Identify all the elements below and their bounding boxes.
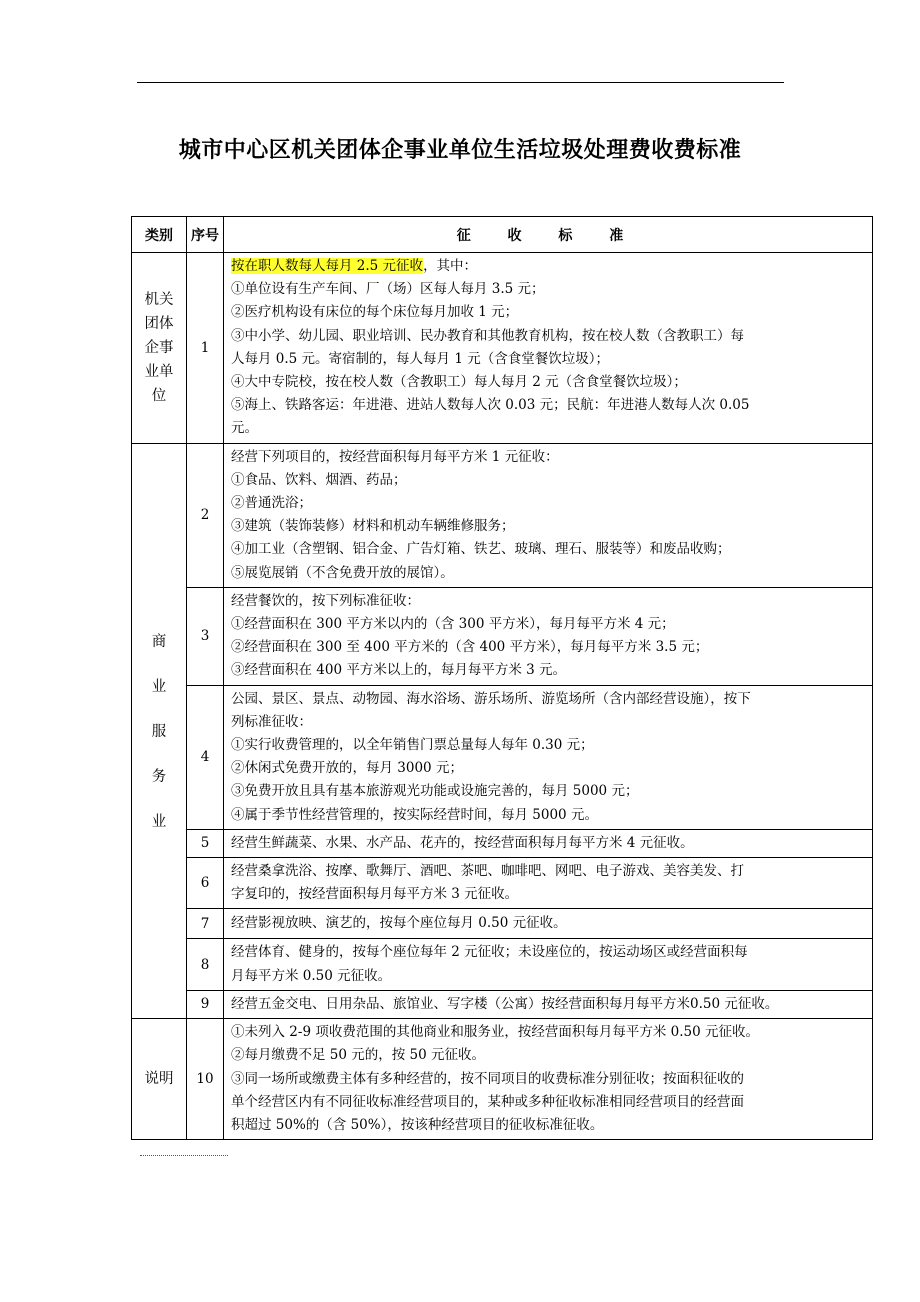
category-business-char: 务 bbox=[151, 769, 167, 786]
standard-text: ，其中： bbox=[423, 258, 478, 274]
standard-line: 人每月 0.5 元。寄宿制的，每人每月 1 元（含食堂餐饮垃圾）； bbox=[231, 350, 609, 367]
table-row bbox=[132, 990, 873, 1018]
header-standard: 征 收 标 准 bbox=[224, 217, 873, 253]
row-index: 10 bbox=[187, 1019, 224, 1140]
standard-line: ①食品、饮料、烟酒、药品； bbox=[231, 471, 407, 488]
row-standard bbox=[224, 990, 873, 1018]
table-row bbox=[132, 909, 873, 939]
header-category: 类别 bbox=[132, 217, 187, 253]
standard-line: ②经营面积在 300 至 400 平方米的（含 400 平方米），每月每平方米 3.5 元； bbox=[231, 639, 709, 656]
table-row bbox=[132, 253, 873, 444]
table-row bbox=[132, 1019, 873, 1140]
standard-line: ③免费开放且具有基本旅游观光功能或设施完善的，每月 5000 元； bbox=[231, 783, 639, 800]
page-title: 城市中心区机关团体企事业单位生活垃圾处理费收费标准 bbox=[178, 138, 742, 163]
category-business-char: 业 bbox=[151, 814, 167, 831]
row-index: 1 bbox=[187, 253, 224, 444]
category-org-line: 业单 bbox=[144, 363, 174, 380]
standard-line: 元。 bbox=[231, 420, 258, 437]
category-org-line: 机关 bbox=[144, 291, 174, 308]
row-standard bbox=[224, 587, 873, 685]
row-standard bbox=[224, 685, 873, 829]
standard-line: ④大中专院校，按在校人数（含教职工）每人每月 2 元（含食堂餐饮垃圾）； bbox=[231, 374, 687, 391]
highlighted-text: 按在职人数每人每月 2.5 元征收 bbox=[231, 258, 424, 274]
standard-line: 经营桑拿洗浴、按摩、歌舞厅、酒吧、茶吧、咖啡吧、网吧、电子游戏、美容美发、打 bbox=[231, 863, 744, 880]
standard-line: ①经营面积在 300 平方米以内的（含 300 平方米），每月每平方米 4 元； bbox=[231, 616, 675, 633]
standard-line: ①单位设有生产车间、厂（场）区每人每月 3.5 元； bbox=[231, 281, 545, 298]
row-index: 6 bbox=[187, 858, 224, 909]
row-index: 8 bbox=[187, 939, 224, 990]
row-index: 2 bbox=[187, 443, 224, 587]
table-row bbox=[132, 858, 873, 909]
table-row bbox=[132, 829, 873, 857]
category-org-line: 企事 bbox=[144, 339, 174, 356]
standard-line: ⑤海上、铁路客运：年进港、进站人数每人次 0.03 元；民航：年进港人数每人次 0.05 bbox=[231, 397, 750, 414]
table-row bbox=[132, 685, 873, 829]
standard-line: ③建筑（装饰装修）材料和机动车辆维修服务； bbox=[231, 518, 515, 535]
standard-line: 经营影视放映、演艺的，按每个座位每月 0.50 元征收。 bbox=[231, 915, 567, 932]
row-index: 3 bbox=[187, 587, 224, 685]
standard-line: ①未列入 2-9 项收费范围的其他商业和服务业，按经营面积每月每平方米 0.50 元征收。 bbox=[231, 1024, 759, 1041]
row-index: 4 bbox=[187, 685, 224, 829]
standard-line: 单个经营区内有不同征收标准经营项目的，某种或多种征收标准相同经营项目的经营面 bbox=[231, 1093, 744, 1110]
standard-line: ②每月缴费不足 50 元的，按 50 元征收。 bbox=[231, 1047, 486, 1064]
category-business-char: 服 bbox=[151, 724, 167, 741]
table-row bbox=[132, 443, 873, 587]
category-org-line: 位 bbox=[151, 387, 167, 404]
standard-line: 经营五金交电、日用杂品、旅馆业、写字楼（公寓）按经营面积每月每平方米0.50 元征收。 bbox=[231, 995, 779, 1012]
category-note-cell: 说明 bbox=[132, 1019, 187, 1140]
row-standard bbox=[224, 939, 873, 990]
standard-line: ④加工业（含塑钢、铝合金、广告灯箱、铁艺、玻璃、理石、服装等）和废品收购； bbox=[231, 541, 731, 558]
standard-line: ③经营面积在 400 平方米以上的，每月每平方米 3 元。 bbox=[231, 662, 567, 679]
standard-line: ③同一场所或缴费主体有多种经营的，按不同项目的收费标准分别征收；按面积征收的 bbox=[231, 1070, 744, 1087]
standard-line: 经营下列项目的，按经营面积每月每平方米 1 元征收： bbox=[231, 448, 559, 465]
row-standard bbox=[224, 1019, 873, 1140]
standard-line: 月每平方米 0.50 元征收。 bbox=[231, 967, 392, 984]
standard-line: ②医疗机构设有床位的每个床位每月加收 1 元； bbox=[231, 304, 519, 321]
standard-line: 积超过 50%的（含 50%），按该种经营项目的征收标准征收。 bbox=[231, 1116, 604, 1133]
standard-line: ③中小学、幼儿园、职业培训、民办教育和其他教育机构，按在校人数（含教职工）每 bbox=[231, 327, 744, 344]
row-index: 7 bbox=[187, 909, 224, 939]
standard-line: 经营体育、健身的，按每个座位每年 2 元征收；未设座位的，按运动场区或经营面积每 bbox=[231, 944, 748, 961]
table-header-row bbox=[132, 217, 873, 253]
fee-standard-table bbox=[131, 216, 873, 1140]
standard-line: 字复印的，按经营面积每月每平方米 3 元征收。 bbox=[231, 886, 519, 903]
standard-line bbox=[231, 255, 866, 278]
row-index: 5 bbox=[187, 829, 224, 857]
category-org-line: 团体 bbox=[144, 315, 174, 332]
category-org-cell bbox=[132, 253, 187, 444]
standard-line: 经营生鲜蔬菜、水果、水产品、花卉的，按经营面积每月每平方米 4 元征收。 bbox=[231, 834, 694, 851]
category-business-cell bbox=[132, 443, 187, 1018]
header-rule bbox=[137, 82, 784, 83]
standard-line: ②休闲式免费开放的，每月 3000 元； bbox=[231, 760, 463, 777]
row-standard bbox=[224, 858, 873, 909]
table-row bbox=[132, 939, 873, 990]
row-standard bbox=[224, 443, 873, 587]
row-standard bbox=[224, 829, 873, 857]
row-standard bbox=[224, 909, 873, 939]
standard-line: 经营餐饮的，按下列标准征收： bbox=[231, 592, 420, 609]
standard-line: ②普通洗浴； bbox=[231, 495, 312, 512]
standard-line: ⑤展览展销（不含免费开放的展馆）。 bbox=[231, 564, 454, 581]
row-standard bbox=[224, 253, 873, 444]
footer-mark bbox=[140, 1155, 228, 1156]
table-row bbox=[132, 587, 873, 685]
category-business-char: 商 bbox=[151, 634, 167, 651]
standard-line: ④属于季节性经营管理的，按实际经营时间，每月 5000 元。 bbox=[231, 806, 598, 823]
header-index: 序号 bbox=[187, 217, 224, 253]
row-index: 9 bbox=[187, 990, 224, 1018]
standard-line: 公园、景区、景点、动物园、海水浴场、游乐场所、游览场所（含内部经营设施），按下 bbox=[231, 690, 751, 707]
standard-line: 列标准征收： bbox=[231, 713, 312, 730]
category-business-char: 业 bbox=[151, 679, 167, 696]
standard-line: ①实行收费管理的，以全年销售门票总量每人每年 0.30 元； bbox=[231, 737, 594, 754]
